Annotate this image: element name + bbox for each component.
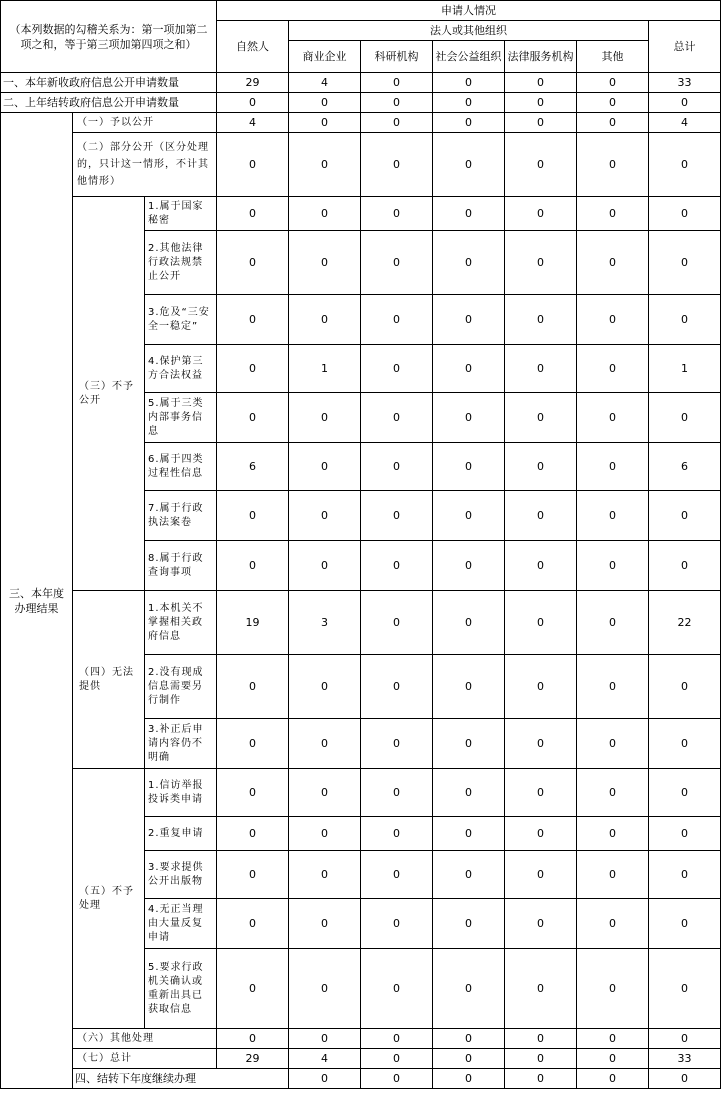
table-cell: 0 (433, 1049, 505, 1069)
table-cell: 0 (505, 769, 577, 817)
table-cell: 0 (577, 393, 649, 443)
table-cell: 0 (289, 133, 361, 197)
table-cell: 0 (361, 231, 433, 295)
table-cell: 0 (577, 817, 649, 851)
table-cell: 0 (217, 769, 289, 817)
row-label-new-requests: 一、本年新收政府信息公开申请数量 (1, 73, 217, 93)
table-cell: 0 (577, 197, 649, 231)
table-cell: 0 (289, 719, 361, 769)
table-cell: 0 (361, 719, 433, 769)
table-cell: 0 (289, 655, 361, 719)
table-cell: 3 (289, 591, 361, 655)
header-public-welfare: 社会公益组织 (433, 41, 505, 73)
header-note: （本列数据的勾稽关系为：第一项加第二项之和，等于第三项加第四项之和） (1, 1, 217, 73)
header-legal-group: 法人或其他组织 (289, 21, 649, 41)
table-cell: 0 (289, 113, 361, 133)
table-cell: 4 (217, 113, 289, 133)
table-cell: 0 (505, 231, 577, 295)
table-cell: 0 (433, 197, 505, 231)
table-cell: 0 (577, 133, 649, 197)
table-cell: 0 (361, 113, 433, 133)
table-cell: 0 (505, 197, 577, 231)
table-cell: 0 (433, 769, 505, 817)
row-label-carryover-prev: 二、上年结转政府信息公开申请数量 (1, 93, 217, 113)
row-label-partial: （二）部分公开（区分处理的，只计这一情形，不计其他情形） (73, 133, 217, 197)
table-cell: 0 (289, 899, 361, 949)
table-cell: 1 (289, 345, 361, 393)
table-cell: 0 (361, 73, 433, 93)
table-cell: 0 (361, 197, 433, 231)
table-cell: 0 (217, 949, 289, 1029)
table-cell: 0 (649, 93, 721, 113)
table-cell: 0 (361, 655, 433, 719)
table-cell: 0 (361, 1069, 433, 1089)
table-cell: 0 (289, 231, 361, 295)
row-label-not-disclosed: （三）不予公开 (73, 197, 145, 591)
table-cell: 0 (433, 719, 505, 769)
table-cell: 0 (505, 1069, 577, 1089)
table-cell: 0 (649, 949, 721, 1029)
table-cell: 0 (433, 591, 505, 655)
table-cell: 0 (289, 949, 361, 1029)
table-cell: 4 (289, 73, 361, 93)
table-cell: 0 (649, 769, 721, 817)
table-cell: 0 (505, 1049, 577, 1069)
row-label-unable: （四）无法提供 (73, 591, 145, 769)
row-label-item: 4.保护第三方合法权益 (145, 345, 217, 393)
table-cell: 0 (577, 93, 649, 113)
table-cell: 33 (649, 73, 721, 93)
table-cell: 0 (289, 443, 361, 491)
table-cell: 0 (217, 851, 289, 899)
table-cell: 0 (217, 93, 289, 113)
table-cell: 0 (649, 817, 721, 851)
table-cell: 0 (505, 73, 577, 93)
row-label-item: 1.本机关不掌握相关政府信息 (145, 591, 217, 655)
row-label-item: 5.要求行政机关确认或重新出具已获取信息 (145, 949, 217, 1029)
table-cell: 0 (433, 1029, 505, 1049)
table-cell: 0 (433, 851, 505, 899)
table-cell: 4 (649, 113, 721, 133)
table-cell: 6 (649, 443, 721, 491)
table-cell: 0 (649, 719, 721, 769)
table-cell: 0 (433, 93, 505, 113)
table-cell: 0 (505, 393, 577, 443)
table-cell: 0 (361, 393, 433, 443)
table-cell: 0 (577, 591, 649, 655)
table-cell: 0 (577, 443, 649, 491)
table-cell: 0 (577, 655, 649, 719)
table-cell: 0 (217, 345, 289, 393)
table-cell: 0 (289, 1029, 361, 1049)
table-cell: 0 (361, 949, 433, 1029)
table-cell: 0 (289, 769, 361, 817)
row-label-item: 4.无正当理由大量反复申请 (145, 899, 217, 949)
table-cell: 0 (217, 491, 289, 541)
table-cell: 0 (577, 113, 649, 133)
table-cell: 0 (217, 1029, 289, 1049)
header-total: 总计 (649, 21, 721, 73)
header-natural-person: 自然人 (217, 21, 289, 73)
table-cell: 0 (505, 113, 577, 133)
table-cell: 0 (433, 949, 505, 1029)
table-cell: 0 (577, 1069, 649, 1089)
header-research: 科研机构 (361, 41, 433, 73)
table-cell: 0 (649, 655, 721, 719)
table-cell: 0 (433, 817, 505, 851)
table-cell: 0 (577, 719, 649, 769)
row-label-subtotal: （七）总计 (73, 1049, 217, 1069)
table-cell: 0 (289, 851, 361, 899)
table-cell: 0 (217, 817, 289, 851)
table-cell: 0 (649, 295, 721, 345)
table-cell: 6 (217, 443, 289, 491)
table-cell: 0 (577, 541, 649, 591)
table-cell: 0 (361, 851, 433, 899)
row-label-not-processed: （五）不予处理 (73, 769, 145, 1029)
table-cell: 0 (505, 851, 577, 899)
row-label-item: 2.重复申请 (145, 817, 217, 851)
table-cell: 0 (217, 295, 289, 345)
row-label-item: 5.属于三类内部事务信息 (145, 393, 217, 443)
table-cell: 0 (433, 491, 505, 541)
table-cell: 0 (433, 73, 505, 93)
table-cell: 0 (361, 1049, 433, 1069)
table-cell: 0 (577, 231, 649, 295)
table-cell: 0 (649, 231, 721, 295)
table-cell: 0 (217, 719, 289, 769)
table-cell: 0 (433, 231, 505, 295)
table-cell: 0 (577, 491, 649, 541)
row-label-item: 8.属于行政查询事项 (145, 541, 217, 591)
table-cell: 0 (649, 541, 721, 591)
row-label-item: 2.其他法律行政法规禁止公开 (145, 231, 217, 295)
table-cell: 0 (649, 133, 721, 197)
table-cell: 0 (217, 393, 289, 443)
table-cell: 0 (505, 443, 577, 491)
table-cell: 0 (505, 345, 577, 393)
table-cell: 0 (217, 231, 289, 295)
row-label-item: 3.危及“三安全一稳定” (145, 295, 217, 345)
table-cell: 0 (505, 133, 577, 197)
table-cell: 0 (289, 93, 361, 113)
table-cell: 0 (217, 197, 289, 231)
table-cell: 0 (505, 719, 577, 769)
table-cell: 0 (577, 73, 649, 93)
table-cell: 0 (361, 93, 433, 113)
table-cell: 0 (577, 1049, 649, 1069)
table-cell: 0 (649, 393, 721, 443)
table-cell: 22 (649, 591, 721, 655)
row-label-results: 三、本年度办理结果 (1, 113, 73, 1089)
table-cell: 0 (289, 1069, 361, 1089)
table-cell: 0 (433, 443, 505, 491)
table-cell: 19 (217, 591, 289, 655)
table-cell: 0 (577, 769, 649, 817)
table-cell: 0 (577, 851, 649, 899)
table-cell: 4 (289, 1049, 361, 1069)
table-cell: 0 (577, 1029, 649, 1049)
table-cell: 0 (433, 113, 505, 133)
table-cell: 0 (217, 133, 289, 197)
table-cell: 0 (361, 345, 433, 393)
table-cell: 0 (289, 197, 361, 231)
row-label-item: 6.属于四类过程性信息 (145, 443, 217, 491)
table-cell: 0 (505, 295, 577, 345)
table-cell: 0 (649, 491, 721, 541)
table-cell: 29 (217, 73, 289, 93)
table-cell: 33 (649, 1049, 721, 1069)
table-cell: 0 (577, 949, 649, 1029)
table-cell: 0 (289, 817, 361, 851)
table-cell: 0 (577, 899, 649, 949)
table-cell: 0 (433, 541, 505, 591)
table-cell: 0 (433, 295, 505, 345)
table-cell: 0 (505, 899, 577, 949)
table-cell: 0 (505, 1029, 577, 1049)
header-commercial: 商业企业 (289, 41, 361, 73)
table-cell: 0 (649, 1069, 721, 1089)
table-cell: 0 (577, 295, 649, 345)
table-cell: 0 (505, 655, 577, 719)
table-cell: 0 (217, 655, 289, 719)
row-label-item: 2.没有现成信息需要另行制作 (145, 655, 217, 719)
table-cell: 0 (361, 1029, 433, 1049)
table-cell: 0 (505, 949, 577, 1029)
table-cell: 0 (505, 93, 577, 113)
row-label-item: 7.属于行政执法案卷 (145, 491, 217, 541)
table-cell: 0 (649, 197, 721, 231)
row-label-item: 1.属于国家秘密 (145, 197, 217, 231)
table-cell: 0 (361, 769, 433, 817)
table-cell: 0 (505, 591, 577, 655)
header-other: 其他 (577, 41, 649, 73)
table-cell: 0 (433, 899, 505, 949)
table-cell: 0 (505, 491, 577, 541)
table-cell: 0 (289, 393, 361, 443)
table-cell: 0 (433, 393, 505, 443)
table-cell: 0 (289, 491, 361, 541)
table-cell: 1 (649, 345, 721, 393)
table-cell: 0 (505, 541, 577, 591)
table-cell: 0 (361, 295, 433, 345)
table-cell: 0 (217, 899, 289, 949)
table-cell: 0 (289, 541, 361, 591)
table-cell: 0 (361, 899, 433, 949)
table-cell: 0 (433, 133, 505, 197)
table-cell: 0 (361, 491, 433, 541)
row-label-other: （六）其他处理 (73, 1029, 217, 1049)
table-cell: 0 (433, 1069, 505, 1089)
table-cell: 0 (361, 591, 433, 655)
table-cell: 0 (433, 655, 505, 719)
table-cell: 29 (217, 1049, 289, 1069)
header-legal-service: 法律服务机构 (505, 41, 577, 73)
row-label-item: 3.补正后申请内容仍不明确 (145, 719, 217, 769)
table-cell: 0 (217, 541, 289, 591)
table-cell: 0 (505, 817, 577, 851)
row-label-disclosed: （一）予以公开 (73, 113, 217, 133)
table-cell: 0 (361, 817, 433, 851)
row-label-item: 3.要求提供公开出版物 (145, 851, 217, 899)
table-cell: 0 (361, 133, 433, 197)
table-cell: 0 (433, 345, 505, 393)
table-cell: 0 (649, 851, 721, 899)
table-cell: 0 (289, 295, 361, 345)
table-cell: 0 (649, 899, 721, 949)
table-cell: 0 (649, 1029, 721, 1049)
row-label-carryover-next: 四、结转下年度继续办理 (73, 1069, 289, 1089)
header-applicant: 申请人情况 (217, 1, 721, 21)
table-cell: 0 (361, 443, 433, 491)
table-cell: 0 (577, 345, 649, 393)
table-cell: 0 (361, 541, 433, 591)
row-label-item: 1.信访举报投诉类申请 (145, 769, 217, 817)
